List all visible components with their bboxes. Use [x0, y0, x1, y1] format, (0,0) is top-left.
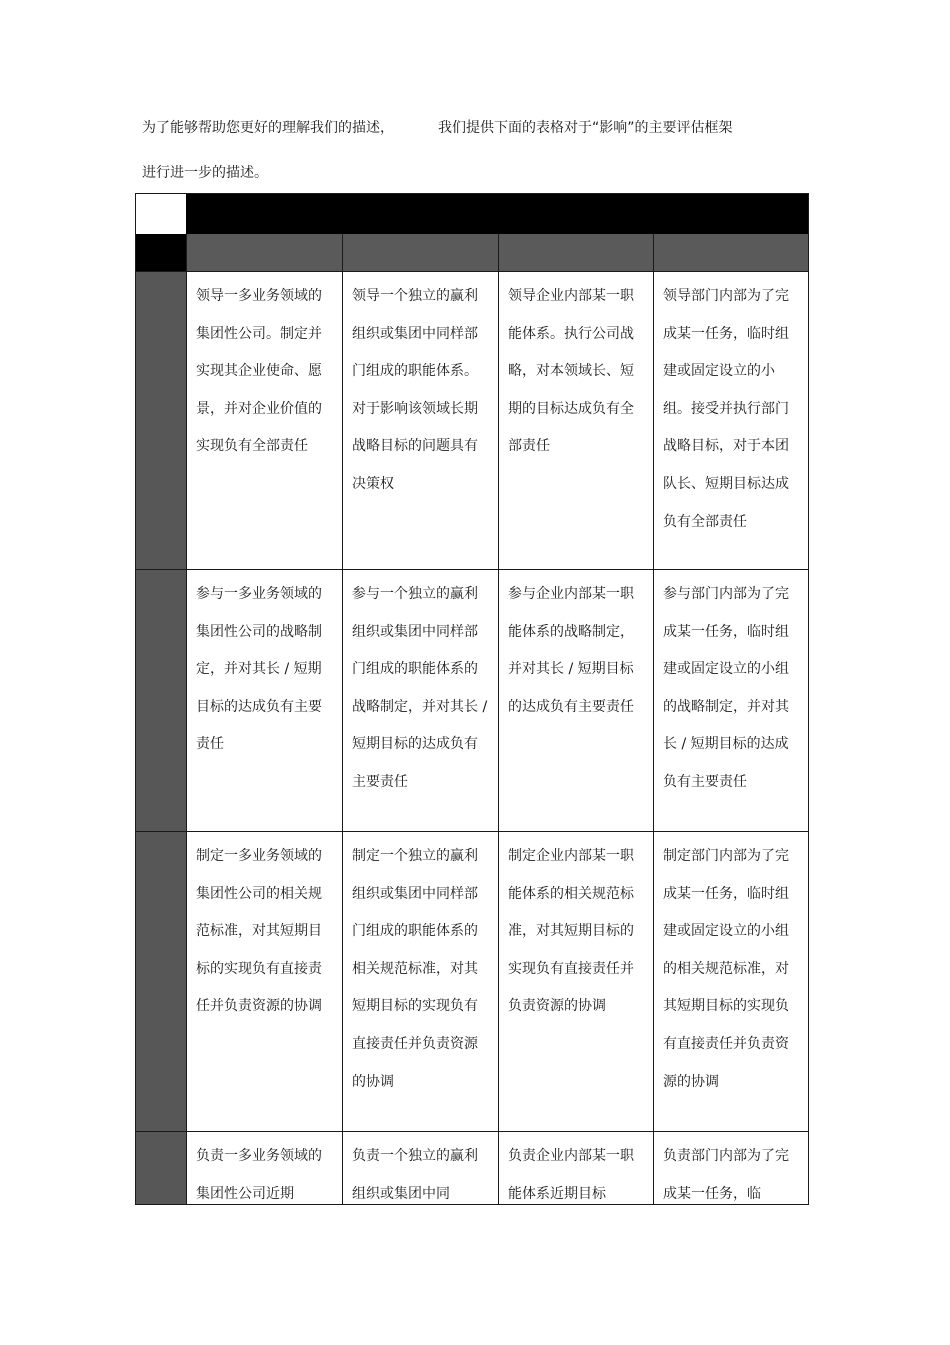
table-cell: 领导一多业务领域的集团性公司。制定并实现其企业使命、愿景，并对企业价值的实现负有全部责任 — [186, 271, 342, 569]
table-cell: 参与一多业务领域的集团性公司的战略制定，并对其长 / 短期目标的达成负有主要责任 — [186, 569, 342, 831]
table-cell: 参与企业内部某一职能体系的战略制定，并对其长 / 短期目标的达成负有主要责任 — [498, 569, 653, 831]
table-corner-cell — [136, 194, 186, 234]
column-header-4 — [653, 234, 809, 271]
table-cell: 领导部门内部为了完成某一任务，临时组建或固定设立的小组。接受并执行部门战略目标，对于本团队长、短期目标达成负有全部责任 — [653, 271, 809, 569]
row-header-2 — [136, 569, 186, 831]
column-header-1 — [186, 234, 342, 271]
column-header-2 — [342, 234, 498, 271]
intro-line-1-part-b: 我们提供下面的表格对于“影响”的主要评估框架 — [438, 120, 733, 136]
table-cell: 负责企业内部某一职能体系近期目标 — [498, 1131, 653, 1205]
intro-line-1-part-a: 为了能够帮助您更好的理解我们的描述， — [142, 120, 394, 136]
table-cell: 参与一个独立的赢利组织或集团中同样部门组成的职能体系的战略制定，并对其长 / 短期目标的达成负有主要责任 — [342, 569, 498, 831]
row-header-3 — [136, 831, 186, 1131]
table-title-bar — [186, 194, 808, 234]
table-cell: 制定一多业务领域的集团性公司的相关规范标准，对其短期目标的实现负有直接责任并负责资源的协调 — [186, 831, 342, 1131]
table-cell: 制定企业内部某一职能体系的相关规范标准，对其短期目标的实现负有直接责任并负责资源的协调 — [498, 831, 653, 1131]
table-cell: 负责一多业务领域的集团性公司近期 — [186, 1131, 342, 1205]
table-cell: 负责一个独立的赢利组织或集团中同 — [342, 1131, 498, 1205]
table-cell: 领导企业内部某一职能体系。执行公司战略，对本领域长、短期的目标达成负有全部责任 — [498, 271, 653, 569]
table-header-corner — [136, 234, 186, 271]
table-cell: 领导一个独立的赢利组织或集团中同样部门组成的职能体系。对于影响该领域长期战略目标的问题具有决策权 — [342, 271, 498, 569]
impact-framework-table — [135, 193, 809, 1205]
table-cell: 制定一个独立的赢利组织或集团中同样部门组成的职能体系的相关规范标准，对其短期目标的实现负有直接责任并负责资源的协调 — [342, 831, 498, 1131]
column-header-3 — [498, 234, 653, 271]
table-cell: 制定部门内部为了完成某一任务，临时组建或固定设立的小组的相关规范标准，对其短期目标的实现负有直接责任并负责资源的协调 — [653, 831, 809, 1131]
table-cell: 负责部门内部为了完成某一任务，临 — [653, 1131, 809, 1205]
intro-line-2: 进行进一步的描述。 — [142, 165, 268, 181]
row-header-1 — [136, 271, 186, 569]
table-cell: 参与部门内部为了完成某一任务，临时组建或固定设立的小组的战略制定，并对其长 / 短期目标的达成负有主要责任 — [653, 569, 809, 831]
row-header-4 — [136, 1131, 186, 1205]
intro-line-1 — [142, 120, 733, 136]
